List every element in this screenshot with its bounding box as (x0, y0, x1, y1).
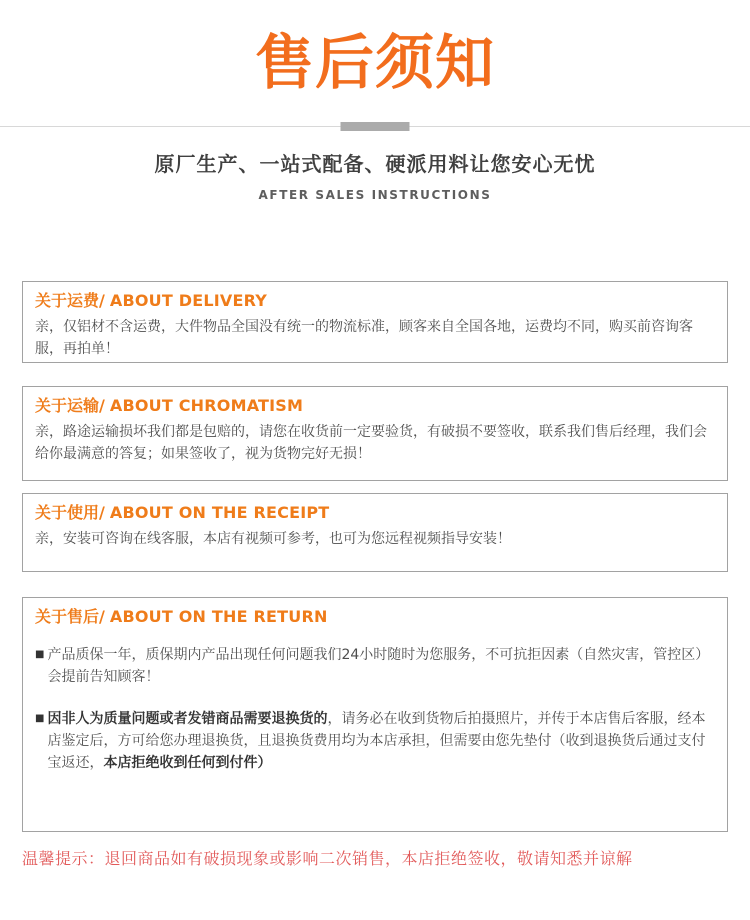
section-chromatism-title-cn: 关于运输/ (35, 396, 105, 415)
section-chromatism-body: 亲，路途运输损坏我们都是包赔的，请您在收货前一定要验货，有破损不要签收，联系我们售后经理，我们会给你最满意的答复；如果签收了，视为货物完好无损！ (35, 424, 707, 462)
exchange-text: ，请务必在收到货物后拍摄照片，并传于本店售后客服，经本店鉴定后，方可给您办理退换货，且退换货费用均为本店承担，但需要由您先垫付（收到退换货后通过支付宝返还， (47, 711, 706, 771)
section-chromatism-heading (35, 397, 715, 415)
exchange-bold-lead: 因非人为质量问题或者发错商品需要退换货的 (47, 711, 328, 727)
notice-sections (0, 281, 750, 832)
exchange-bold-tail: 本店拒绝收到任何到付件） (103, 755, 272, 771)
section-return-title-en: ABOUT ON THE RETURN (109, 607, 328, 626)
section-delivery-body: 亲，仅铝材不含运费，大件物品全国没有统一的物流标准，顾客来自全国各地，运费均不同，购买前咨询客服，再拍单！ (35, 319, 693, 357)
return-bullet-warranty (35, 644, 715, 688)
subtitle-english: AFTER SALES INSTRUCTIONS (258, 188, 492, 202)
warranty-text: 产品质保一年，质保期内产品出现任何问题我们24小时随时为您服务，不可抗拒因素（自然灾害，管控区）会提前告知顾客！ (47, 647, 710, 685)
return-bullet-warranty-text (47, 644, 715, 688)
square-bullet-icon: ■ (35, 713, 45, 724)
section-receipt-title-cn: 关于使用/ (35, 503, 105, 522)
section-return-title-cn: 关于售后/ (35, 607, 105, 626)
subtitle-chinese: 原厂生产、一站式配备、硬派用料让您安心无忧 (154, 152, 596, 176)
section-delivery-title-cn: 关于运费/ (35, 291, 105, 310)
square-bullet-icon: ■ (35, 649, 45, 660)
section-receipt-title-en: ABOUT ON THE RECEIPT (109, 503, 330, 522)
section-chromatism (22, 386, 728, 481)
section-delivery-heading (35, 292, 715, 310)
section-delivery (22, 281, 728, 363)
warm-tip-note: 温馨提示：退回商品如有破损现象或影响二次销售，本店拒绝签收，敬请知悉并谅解 (22, 849, 633, 868)
section-delivery-title-en: ABOUT DELIVERY (109, 291, 268, 310)
return-bullet-exchange (35, 708, 715, 774)
section-chromatism-title-en: ABOUT CHROMATISM (109, 396, 304, 415)
section-return-heading (35, 608, 715, 626)
section-receipt-body: 亲，安装可咨询在线客服，本店有视频可参考，也可为您远程视频指导安装！ (35, 531, 511, 547)
page-title: 售后须知 (254, 28, 495, 97)
section-return (22, 597, 728, 832)
section-receipt (22, 493, 728, 572)
hero-header (0, 0, 750, 203)
divider-bar (341, 122, 410, 131)
title-divider (0, 122, 750, 131)
section-receipt-heading (35, 504, 715, 522)
return-bullet-exchange-text (47, 708, 715, 774)
